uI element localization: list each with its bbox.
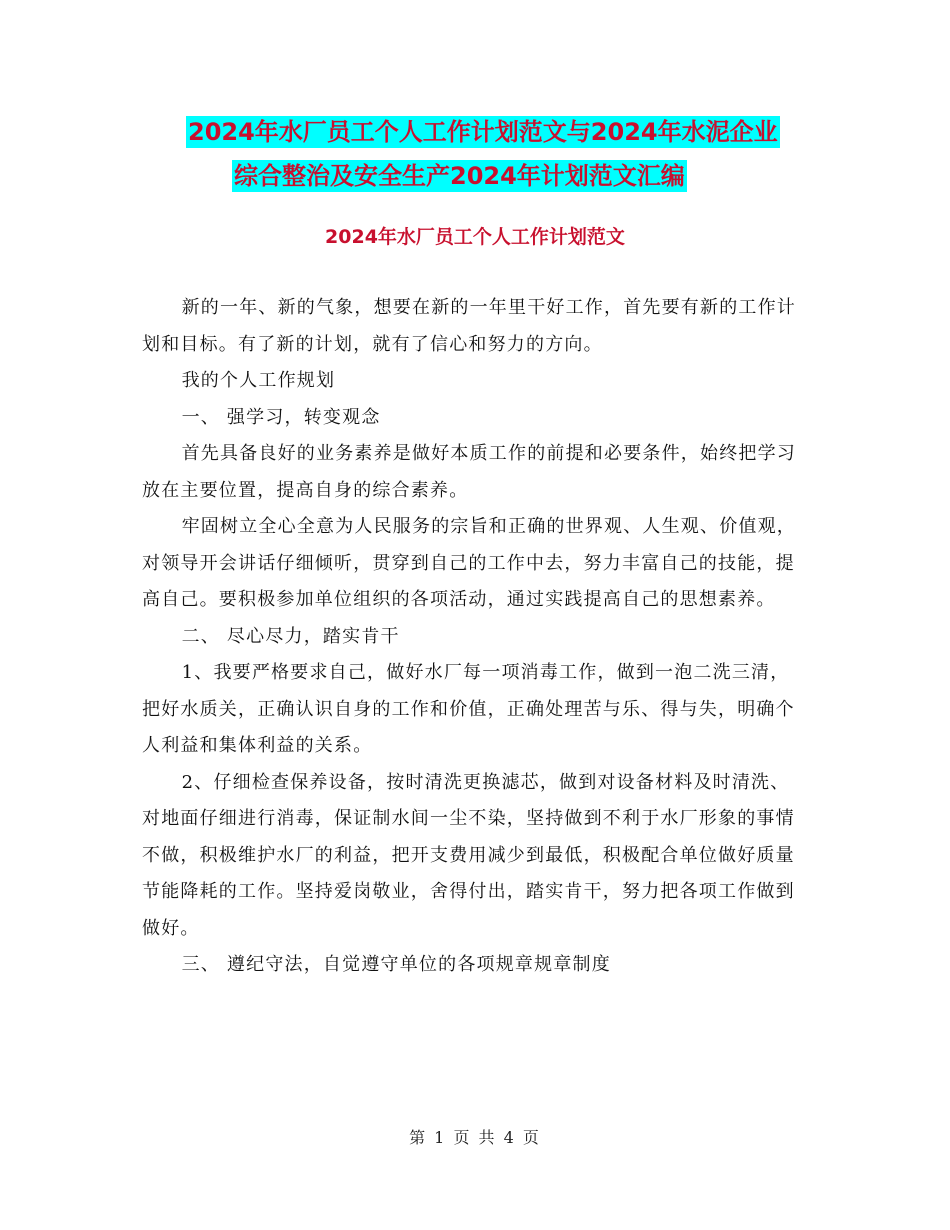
paragraph: 我的个人工作规划 [181, 370, 336, 391]
title-line-1: 2024年水厂员工个人工作计划范文与2024年水泥企业 [188, 118, 778, 146]
paragraph: 2、仔细检查保养设备，按时清洗更换滤芯，做到对设备材料及时清洗、对地面仔细进行消毒，保证制水间一尘不染，坚持做到不利于水厂形象的事情不做，积极维护水厂的利益，把开支费用减少到最低，积极配合单位做好质量节能降耗的工作。坚持爱岗敬业，舍得付出，踏实肯干，努力把各项工作做到做好。 [142, 771, 795, 939]
heading-1: 一、 强学习，转变观念 [181, 406, 381, 428]
document-body [142, 290, 807, 984]
section-title: 2024年水厂员工个人工作计划范文 [325, 226, 625, 248]
paragraph: 首先具备良好的业务素养是做好本质工作的前提和必要条件，始终把学习放在主要位置，提高自身的综合素养。 [142, 443, 796, 501]
document-title [140, 110, 840, 198]
heading-2: 二、 尽心尽力，踏实肯干 [181, 625, 400, 647]
title-line-2: 综合整治及安全生产2024年计划范文汇编 [234, 162, 685, 190]
paragraph: 牢固树立全心全意为人民服务的宗旨和正确的世界观、人生观、价值观，对领导开会讲话仔细倾听，贯穿到自己的工作中去，努力丰富自己的技能，提高自己。要积极参加单位组织的各项活动，通过实践提高自己的思想素养。 [142, 516, 796, 610]
heading-3: 三、 遵纪守法，自觉遵守单位的各项规章规章制度 [181, 954, 611, 975]
paragraph: 新的一年、新的气象，想要在新的一年里干好工作，首先要有新的工作计划和目标。有了新的计划，就有了信心和努力的方向。 [142, 297, 796, 355]
page-number: 第 1 页 共 4 页 [409, 1128, 541, 1147]
paragraph: 1、我要严格要求自己，做好水厂每一项消毒工作，做到一泡二洗三清，把好水质关，正确认识自身的工作和价值，正确处理苦与乐、得与失，明确个人利益和集体利益的关系。 [142, 662, 795, 756]
